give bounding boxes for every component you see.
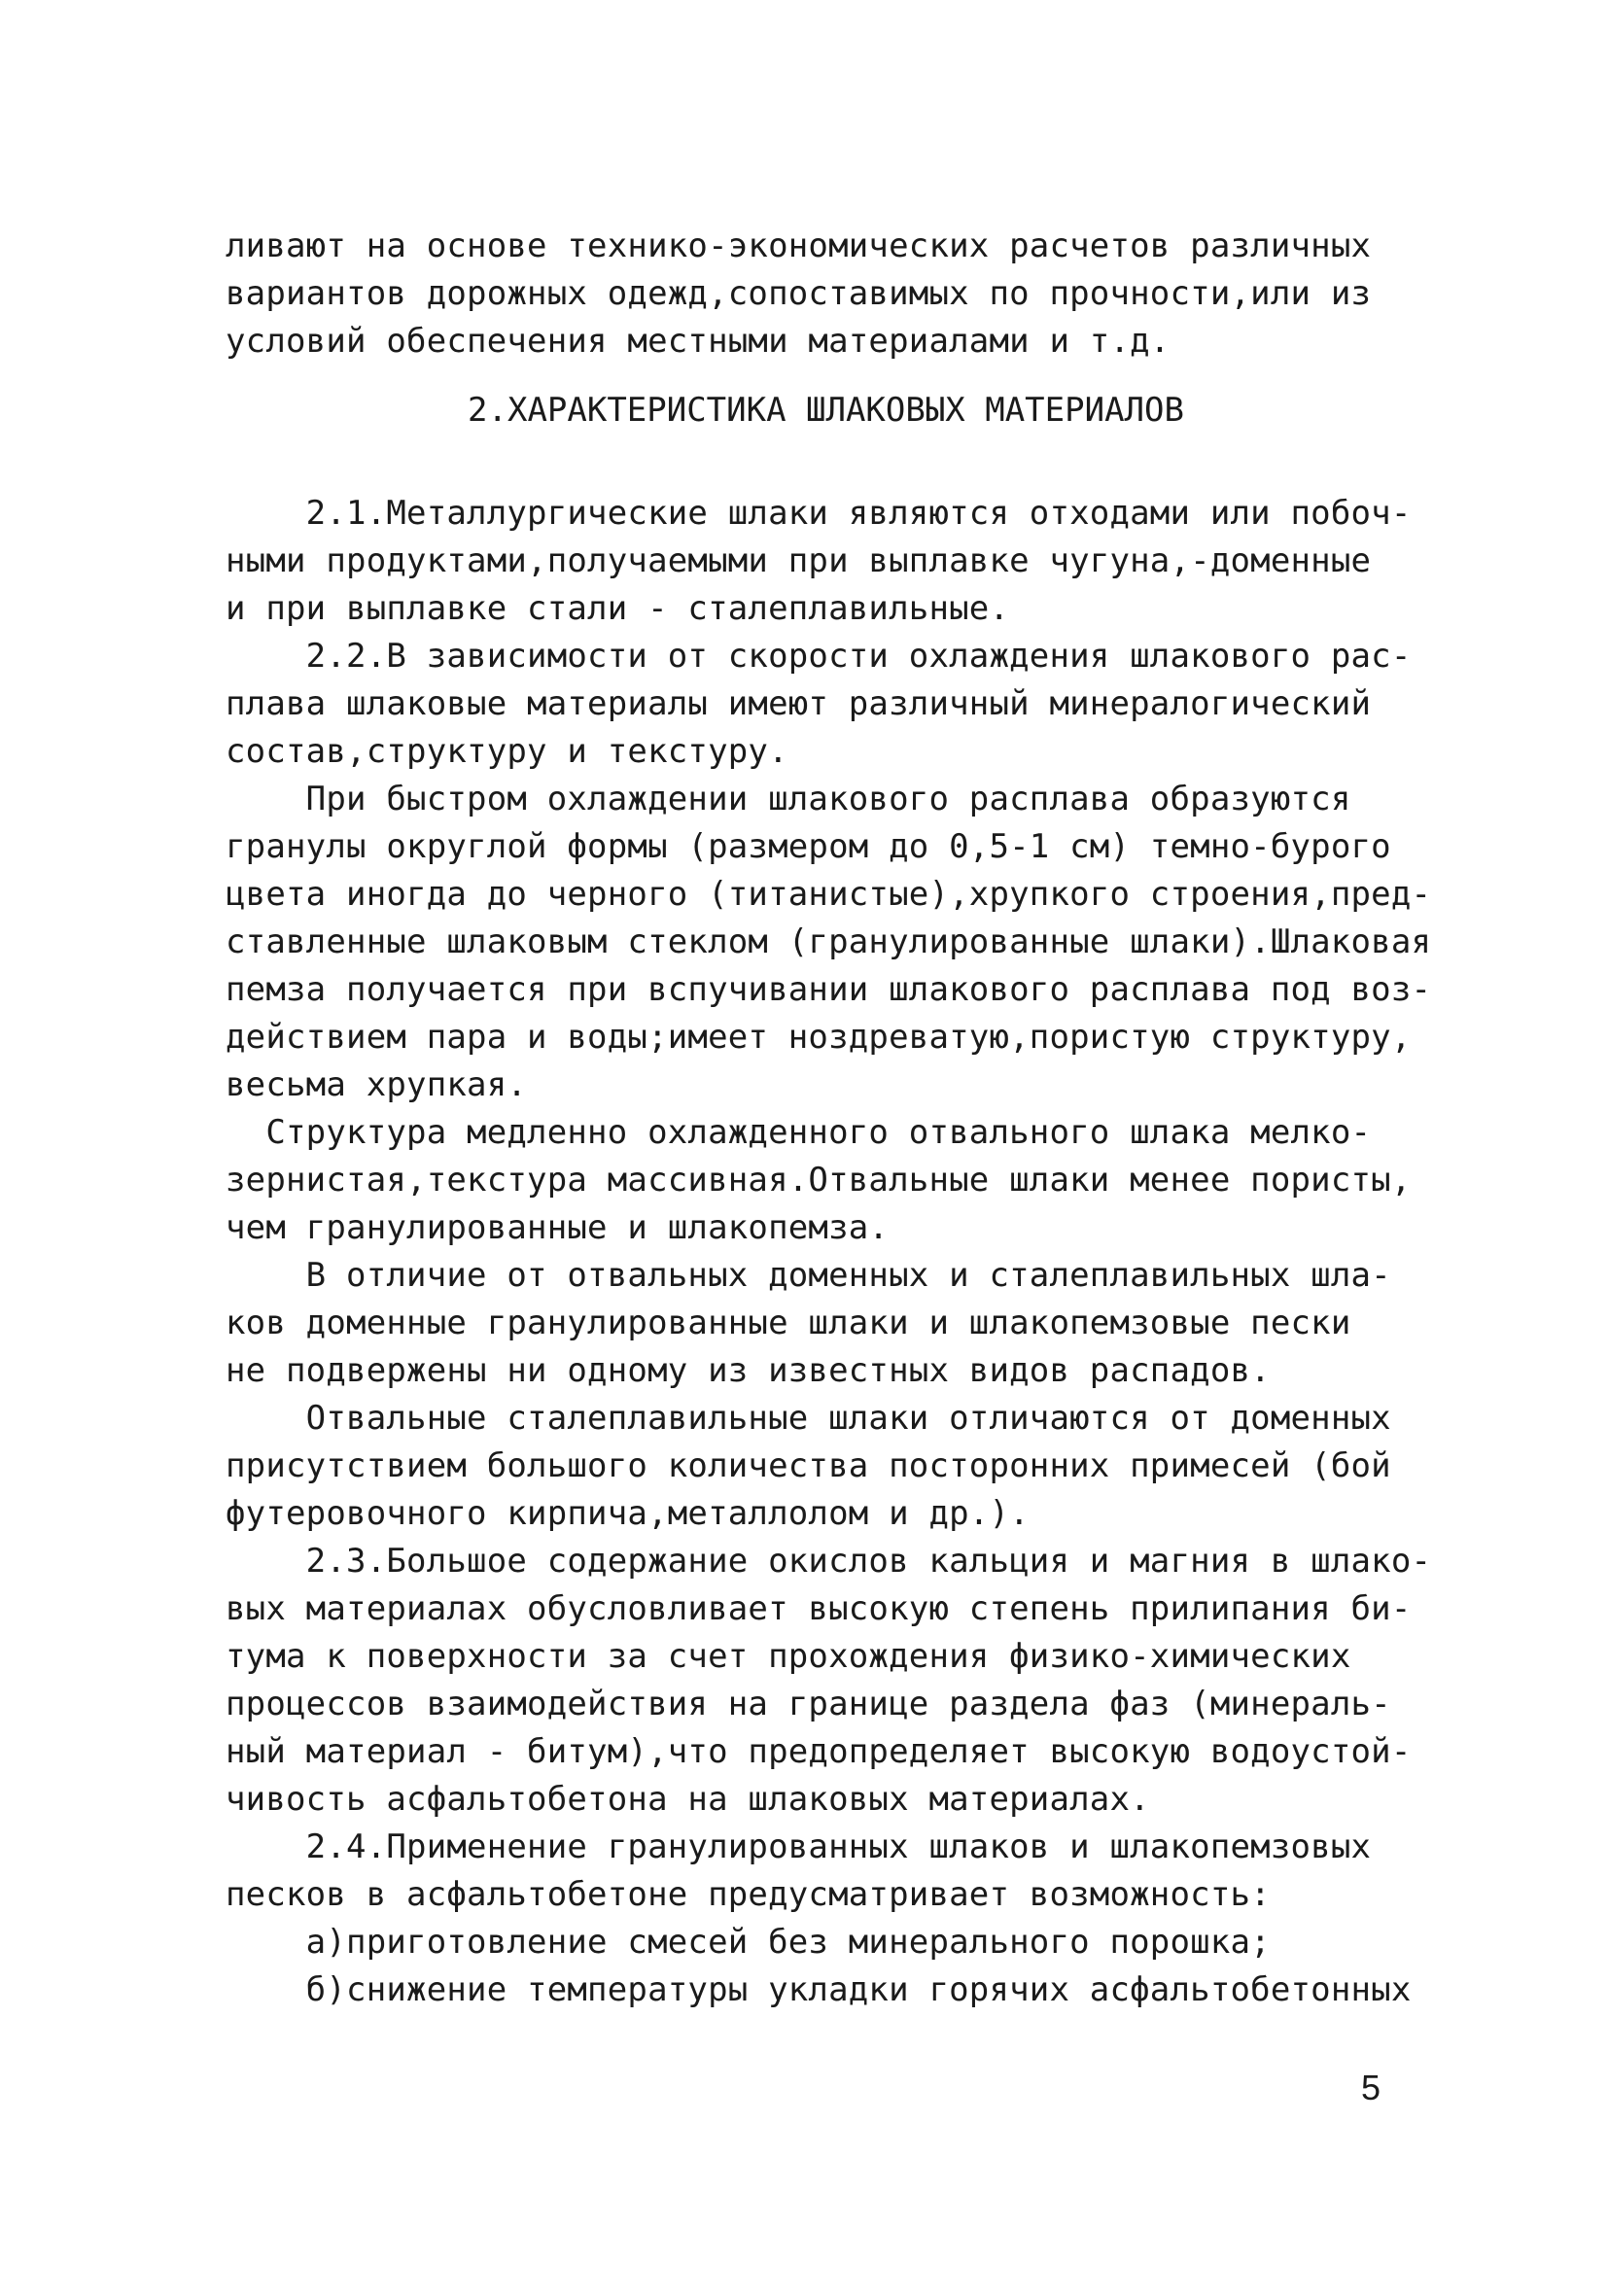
- body-line: футеровочного кирпича,металлолом и др.).: [226, 1494, 1030, 1533]
- body-line: 2.3.Большое содержание окислов кальция и магния в шлако-: [226, 1542, 1432, 1581]
- body-line: а)приготовление смесей без минерального порошка;: [226, 1923, 1271, 1962]
- body-line: чем гранулированные и шлакопемза.: [226, 1208, 890, 1247]
- body-line: б)снижение температуры укладки горячих асфальтобетонных: [226, 1970, 1412, 2009]
- body-line: При быстром охлаждении шлакового расплава образуются: [226, 780, 1351, 818]
- body-line: 2.1.Металлургические шлаки являются отходами или побоч-: [226, 494, 1412, 533]
- body-line: ков доменные гранулированные шлаки и шлакопемзовые пески: [226, 1304, 1351, 1342]
- intro-line: вариантов дорожных одежд,сопоставимых по прочности,или из: [226, 274, 1372, 313]
- body-line: Структура медленно охлажденного отвального шлака мелко-: [226, 1113, 1372, 1152]
- body-line: Отвальные сталеплавильные шлаки отличаются от доменных: [226, 1399, 1391, 1438]
- body-line: пемза получается при вспучивании шлакового расплава под воз-: [226, 970, 1432, 1009]
- body-line: процессов взаимодействия на границе раздела фаз (минераль-: [226, 1685, 1391, 1723]
- body-line: песков в асфальтобетоне предусматривает возможность:: [226, 1875, 1271, 1914]
- body-line: действием пара и воды;имеет ноздреватую,пористую структуру,: [226, 1018, 1412, 1057]
- page-number: 5: [1361, 2068, 1381, 2107]
- body-line: зернистая,текстура массивная.Отвальные шлаки менее пористы,: [226, 1161, 1412, 1200]
- intro-line: условий обеспечения местными материалами и т.д.: [226, 322, 1171, 361]
- body-line: 2.2.В зависимости от скорости охлаждения шлакового рас-: [226, 637, 1412, 676]
- body-line: плава шлаковые материалы имеют различный минералогический: [226, 684, 1372, 723]
- body-line: и при выплавке стали - сталеплавильные.: [226, 589, 1010, 628]
- body-line: 2.4.Применение гранулированных шлаков и шлакопемзовых: [226, 1827, 1372, 1866]
- body-line: В отличие от отвальных доменных и сталеплавильных шла-: [226, 1256, 1391, 1295]
- body-line: чивость асфальтобетона на шлаковых материалах.: [226, 1780, 1150, 1819]
- body-line: присутствием большого количества посторонних примесей (бой: [226, 1446, 1391, 1485]
- body-line: ставленные шлаковым стеклом (гранулированные шлаки).Шлаковая: [226, 922, 1432, 961]
- intro-line: ливают на основе технико-экономических расчетов различных: [226, 226, 1372, 265]
- section-body: [226, 490, 1432, 2014]
- body-line: цвета иногда до черного (титанистые),хрупкого строения,пред-: [226, 875, 1432, 914]
- section-title: 2.ХАРАКТЕРИСТИКА ШЛАКОВЫХ МАТЕРИАЛОВ: [468, 391, 1184, 430]
- body-line: не подвержены ни одному из известных видов распадов.: [226, 1351, 1271, 1390]
- body-line: весьма хрупкая.: [226, 1065, 528, 1104]
- body-line: состав,структуру и текстуру.: [226, 732, 788, 771]
- body-line: ными продуктами,получаемыми при выплавке чугуна,-доменные: [226, 541, 1372, 580]
- body-line: гранулы округлой формы (размером до 0,5-1 см) темно-бурого: [226, 827, 1391, 866]
- body-line: ный материал - битум),что предопределяет высокую водоустой-: [226, 1732, 1412, 1771]
- intro-paragraph: [226, 223, 1426, 365]
- body-line: вых материалах обусловливает высокую степень прилипания би-: [226, 1589, 1412, 1628]
- body-line: тума к поверхности за счет прохождения физико-химических: [226, 1637, 1351, 1676]
